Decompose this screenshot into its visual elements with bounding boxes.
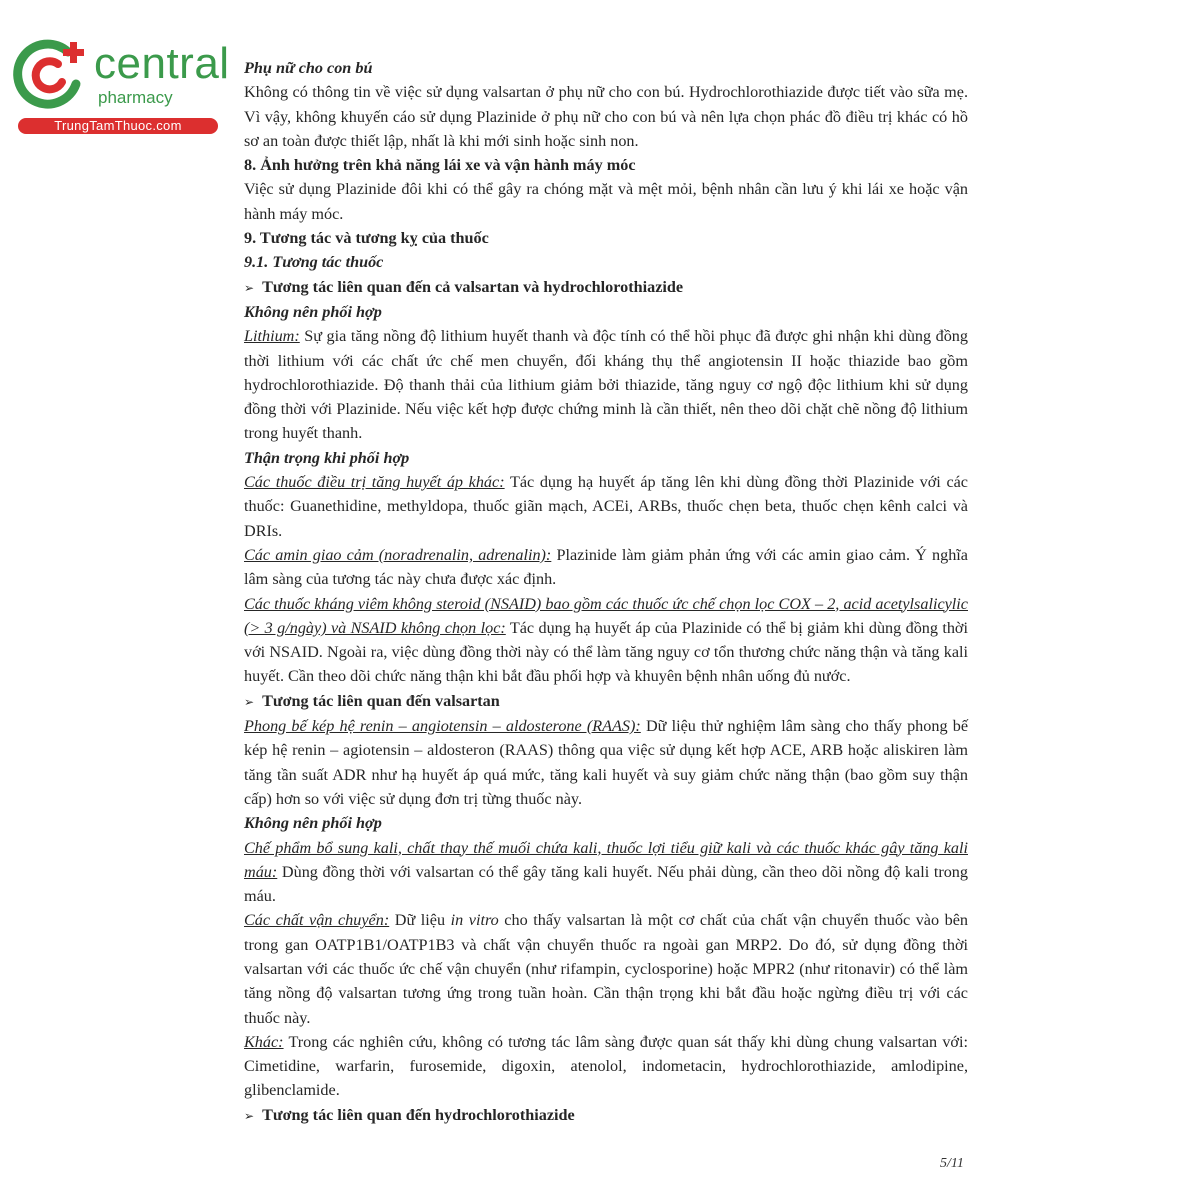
section-8-body: Việc sử dụng Plazinide đôi khi có thể gây ra chóng mặt và mệt mỏi, bệnh nhân cần lưu ý khi lái xe hoặc vận hành máy móc.: [244, 180, 968, 223]
not-recommended-heading-2: Không nên phối hợp: [244, 814, 382, 833]
subsection-valsartan: [244, 689, 968, 714]
central-pharmacy-logo-icon: [10, 38, 100, 118]
amines-text: Plazinide làm giảm phản ứng với các amin giao cảm. Ý nghĩa lâm sàng của tương tác này chưa được xác định.: [244, 545, 968, 589]
section-9-1-title: 9.1. Tương tác thuốc: [244, 253, 384, 272]
paragraph-lithium: [244, 324, 968, 445]
section-breastfeeding-body: Không có thông tin về việc sử dụng valsartan ở phụ nữ cho con bú. Hydrochlorothiazide được tiết vào sữa mẹ. Vì vậy, không khuyến cáo sử dụng Plazinide ở phụ nữ cho con bú và nên lựa chọn phác đồ điều trị khác có hồ sơ an toàn được thiết lập, nhất là khi mới sinh hoặc sinh non.: [244, 83, 968, 150]
brand-name: central: [94, 39, 230, 88]
section-8-title: 8. Ảnh hưởng trên khả năng lái xe và vận hành máy móc: [244, 156, 636, 175]
section-breastfeeding-title: Phụ nữ cho con bú: [244, 59, 373, 77]
lithium-text: Sự gia tăng nồng độ lithium huyết thanh và độc tính có thể hồi phục đã được ghi nhận khi dùng đồng thời lithium với các chất ức chế men chuyển, đối kháng thụ thể angiotensin II hoặc thiazide bao gồm hydrochlorothiazide. Độ thanh thải của lithium giảm bởi thiazide, tăng nguy cơ ngộ độc lithium khi sử dụng đồng thời với Plazinide. Nếu việc kết hợp được chứng minh là cần thiết, nên theo dõi chặt chẽ nồng độ lithium trong huyết thanh.: [244, 327, 968, 443]
subsection-hctz-title: Tương tác liên quan đến hydrochlorothiazide: [262, 1105, 575, 1124]
transporters-text-2: cho thấy valsartan là một cơ chất của chất vận chuyển thuốc vào bên trong gan OATP1B1/OATP1B3 và chất vận chuyển thuốc ra ngoài gan MRP2. Do đó, sử dụng đồng thời valsartan với các thuốc ức chế vận chuyển (như rifampin, cyclosporine) hoặc MPR2 (như ritonavir) có thể làm tăng nồng độ valsartan tương ứng trong tuần hoàn. Cần thận trọng khi bắt đầu hoặc ngừng điều trị với các thuốc này.: [244, 911, 968, 1027]
amines-label: Các amin giao cảm (noradrenalin, adrenalin):: [244, 545, 552, 564]
not-recommended-heading-1: Không nên phối hợp: [244, 302, 382, 321]
paragraph-other: [244, 1030, 968, 1103]
paragraph-raas: [244, 714, 968, 811]
bullet-arrow-icon: ➢: [244, 280, 255, 295]
potassium-label: Chế phẩm bổ sung kali, chất thay thế muối chứa kali, thuốc lợi tiểu giữ kali và các thuốc khác gây tăng kali máu:: [244, 838, 968, 881]
paragraph-sympathomimetic-amines: [244, 543, 968, 592]
bullet-arrow-icon: ➢: [244, 694, 255, 709]
subsection-hydrochlorothiazide: [244, 1103, 968, 1128]
raas-text: Dữ liệu thử nghiệm lâm sàng cho thấy phong bế kép hệ renin – agiotensin – aldosteron (RAAS) thông qua việc sử dụng kết hợp ACE, ARB hoặc aliskiren làm tăng tần suất ADR như hạ huyết áp quá mức, tăng kali huyết và suy giảm chức năng thận (bao gồm suy thận cấp) hơn so với việc sử dụng đơn trị từng thuốc này.: [244, 717, 968, 808]
other-text: Trong các nghiên cứu, không có tương tác lâm sàng được quan sát thấy khi dùng chung valsartan với: Cimetidine, warfarin, furosemide, digoxin, atenolol, indometacin, hydrochlorothiazide, amlodipine, glibenclamide.: [244, 1032, 968, 1100]
raas-label: Phong bế kép hệ renin – angiotensin – aldosterone (RAAS):: [244, 717, 641, 736]
paragraph-antihypertensives: [244, 470, 968, 543]
nsaid-text: Tác dụng hạ huyết áp của Plazinide có thể bị giảm khi dùng đồng thời với NSAID. Ngoài ra, việc dùng đồng thời này có thể làm tăng nguy cơ tổn thương chức năng thận và tăng kali huyết. Cần theo dõi chức năng thận khi bắt đầu phối hợp và khuyên bệnh nhân uống đủ nước.: [244, 618, 968, 686]
transporters-text-1: Dữ liệu: [389, 911, 451, 930]
subsection-both-drugs-title: Tương tác liên quan đến cả valsartan và hydrochlorothiazide: [262, 277, 684, 296]
subsection-valsartan-title: Tương tác liên quan đến valsartan: [262, 691, 500, 710]
transporters-in-vitro: in vitro: [450, 911, 499, 930]
antihypertensives-text: Tác dụng hạ huyết áp tăng lên khi dùng đồng thời Plazinide với các thuốc: Guanethidine, methyldopa, thuốc giãn mạch, ACEi, ARBs, thuốc chẹn beta, thuốc chẹn kênh calci và DRIs.: [244, 473, 968, 540]
paragraph-transporters: [244, 908, 968, 1029]
other-label: Khác:: [244, 1032, 284, 1051]
document-page: [244, 56, 968, 1128]
paragraph-potassium: [244, 836, 968, 909]
brand-subtitle: pharmacy: [98, 88, 173, 107]
paragraph-nsaid: [244, 592, 968, 689]
caution-heading: Thận trọng khi phối hợp: [244, 448, 410, 467]
subsection-both-drugs: [244, 275, 968, 300]
logo: [10, 38, 230, 138]
brand-website: TrungTamThuoc.com: [18, 118, 218, 134]
bullet-arrow-icon: ➢: [244, 1108, 255, 1123]
transporters-label: Các chất vận chuyển:: [244, 911, 390, 930]
section-9-title: 9. Tương tác và tương kỵ của thuốc: [244, 229, 489, 248]
nsaid-label: Các thuốc kháng viêm không steroid (NSAID) bao gồm các thuốc ức chế chọn lọc COX – 2, acid acetylsalicylic (> 3 g/ngày) và NSAID không chọn lọc:: [244, 594, 968, 637]
page-number: 5/11: [940, 1156, 964, 1171]
lithium-label: Lithium:: [244, 327, 300, 346]
antihypertensives-label: Các thuốc điều trị tăng huyết áp khác:: [244, 473, 505, 492]
potassium-text: Dùng đồng thời với valsartan có thể gây tăng kali huyết. Nếu phải dùng, cần theo dõi nồng độ kali trong máu.: [244, 862, 968, 906]
